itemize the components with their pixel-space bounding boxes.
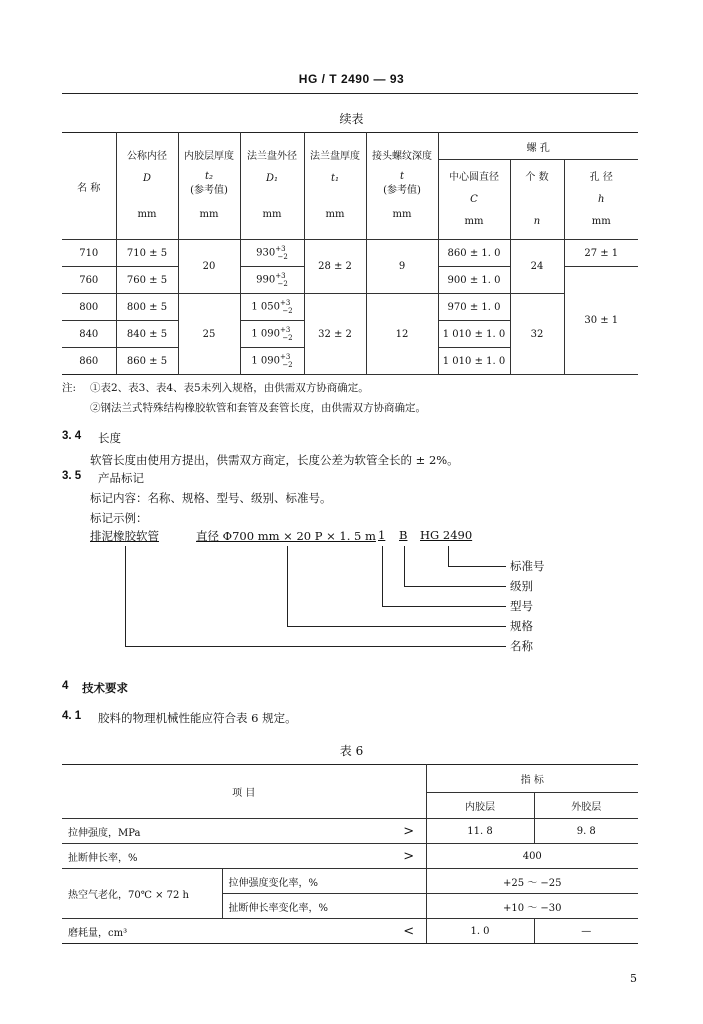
label-name: 名称 (510, 639, 533, 653)
header-rule (62, 93, 638, 94)
col-C-header: 中心圆直径 C mm (438, 160, 510, 240)
table-row: 860 860 ± 5 1 $090^{+3}_{-2}$ 1 010 ± 1. 0 (62, 348, 638, 375)
section-4-1-number: 4. 1 (62, 710, 82, 722)
table-row: 840 840 ± 5 1 $090^{+3}_{-2}$ 1 010 ± 1. 0 (62, 321, 638, 348)
col-t-header: 接头螺纹深度 t (参考值) mm (366, 133, 438, 240)
marking-example-label: 标记示例： (90, 511, 148, 525)
label-standard: 标准号 (510, 559, 545, 573)
inner-layer-header: 内胶层 (426, 793, 534, 819)
col-name-header: 名 称 (62, 133, 116, 240)
table-row: 800 800 ± 5 25 1 $050^{+3}_{-2}$ 32 ± 2 12 970 ± 1. 0 32 (62, 294, 638, 321)
col-D-header: 公称内径 D mm (116, 133, 178, 240)
table6-caption: 表 6 (339, 744, 364, 758)
section-4-title: 技术要求 (82, 683, 128, 695)
table-row: 拉伸强度，MPa > 11. 8 9. 8 (62, 819, 638, 844)
table1-caption: 续表 (339, 112, 364, 126)
table-row: 710 710 ± 5 20 $930^{+3}_{-2}$ 28 ± 2 9 860 ± 1. 0 24 27 ± 1 (62, 240, 638, 267)
holes-header: 螺 孔 (438, 133, 638, 160)
note-1: ①表2、表3、表4、表5未列入规格，由供需双方协商确定。 (90, 382, 369, 394)
item-header: 项 目 (62, 765, 426, 819)
table-row: 扯断伸长率，% > 400 (62, 844, 638, 869)
section-4-1-body: 胶料的物理机械性能应符合表 6 规定。 (98, 711, 297, 725)
section-4-number: 4 (62, 680, 69, 692)
property-table (62, 764, 638, 944)
note-2: ②钢法兰式特殊结构橡胶软管和套管及套管长度，由供需双方协商确定。 (90, 402, 426, 414)
outer-layer-header: 外胶层 (534, 793, 638, 819)
section-3-4-body: 软管长度由使用方提出，供需双方商定，长度公差为软管全长的 ± 2%。 (90, 453, 459, 467)
marking-spec: 直径 Φ700 mm × 20 P × 1. 5 m (196, 529, 376, 543)
section-3-4-title: 长度 (98, 431, 121, 445)
col-n-header: 个 数 n (510, 160, 564, 240)
label-type: 型号 (510, 599, 533, 613)
section-3-4-number: 3. 4 (62, 430, 82, 442)
table-row: 热空气老化，70℃ × 72 h 拉伸强度变化率，% +25 ～ −25 (62, 869, 638, 894)
table-row: 760 760 ± 5 $990^{+3}_{-2}$ 900 ± 1. 0 30 ± 1 (62, 267, 638, 294)
marking-name: 排泥橡胶软管 (90, 529, 159, 543)
table-row: 扯断伸长率变化率，% +10 ～ −30 (62, 894, 638, 919)
spec-table (62, 132, 638, 375)
col-D1-header: 法兰盘外径 D₁ mm (240, 133, 304, 240)
label-spec: 规格 (510, 619, 533, 633)
index-header: 指 标 (426, 765, 638, 793)
marking-contents: 标记内容：名称、规格、型号、级别、标准号。 (90, 491, 332, 505)
col-h-header: 孔 径 h mm (564, 160, 638, 240)
table-row: 磨耗量，cm³ < 1. 0 — (62, 919, 638, 944)
page-number: 5 (630, 972, 637, 985)
col-t1-header: 法兰盘厚度 t₁ mm (304, 133, 366, 240)
page-header: HG / T 2490 — 93 (298, 72, 405, 86)
marking-grade: B (399, 528, 408, 542)
section-3-5-number: 3. 5 (62, 470, 82, 482)
section-3-5-title: 产品标记 (98, 471, 144, 485)
col-t2-header: 内胶层厚度 t₂ (参考值) mm (178, 133, 240, 240)
notes-label: 注: (62, 382, 77, 394)
marking-standard: HG 2490 (420, 528, 473, 542)
marking-type: 1 (378, 528, 386, 542)
label-grade: 级别 (510, 579, 533, 593)
